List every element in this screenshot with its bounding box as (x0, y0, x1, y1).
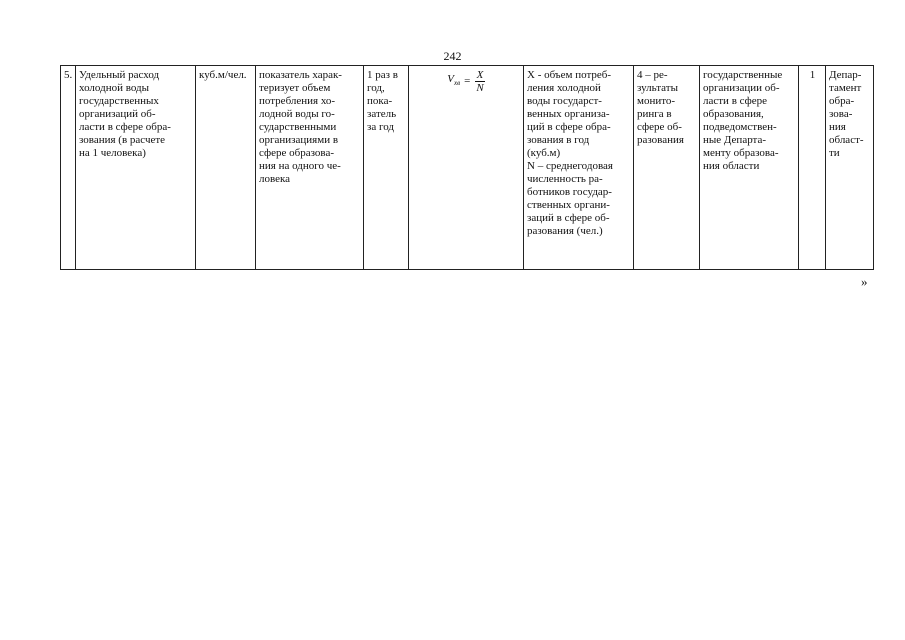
indicator-table (60, 65, 874, 270)
row-number: 5. (61, 66, 76, 270)
unit-of-measure: куб.м/чел. (196, 66, 256, 270)
responsible-body: Депар- тамент обра- зова- ния област- ти (826, 66, 874, 270)
indicator-name: Удельный расход холодной воды государственных организаций об- ласти в сфере обра- зования (в расчете на 1 человека) (76, 66, 196, 270)
formula-lhs: $V_{хв}$ (447, 73, 461, 87)
code-value: 1 (799, 66, 826, 270)
frequency: 1 раз в год, пока- затель за год (364, 66, 409, 270)
table-row (61, 66, 874, 270)
formula-fraction (474, 69, 485, 94)
formula-variables: X - объем потреб- ления холодной воды государст- венных организа- ций в сфере обра- зования в год (куб.м) N – среднегодовая численность ра- ботников государ- ственных органи- заций в сфере об- разования (чел.) (524, 66, 634, 270)
formula-cell (409, 66, 524, 270)
formula-equals: = (464, 75, 471, 87)
formula-numerator: X (476, 69, 484, 81)
formula (447, 69, 485, 94)
data-source: 4 – ре- зультаты монито- ринга в сфере об- разования (634, 66, 700, 270)
closing-quote-mark: » (861, 274, 868, 289)
formula-denominator: N (476, 82, 484, 94)
page-number: 242 (443, 49, 462, 63)
indicator-description: показатель харак- теризует объем потребления хо- лодной воды го- сударственными организациями в сфере образова- ния на одного че- ловека (256, 66, 364, 270)
organizations: государственные организации об- ласти в сфере образования, подведомствен- ные Департа- менту образова- ния области (700, 66, 799, 270)
